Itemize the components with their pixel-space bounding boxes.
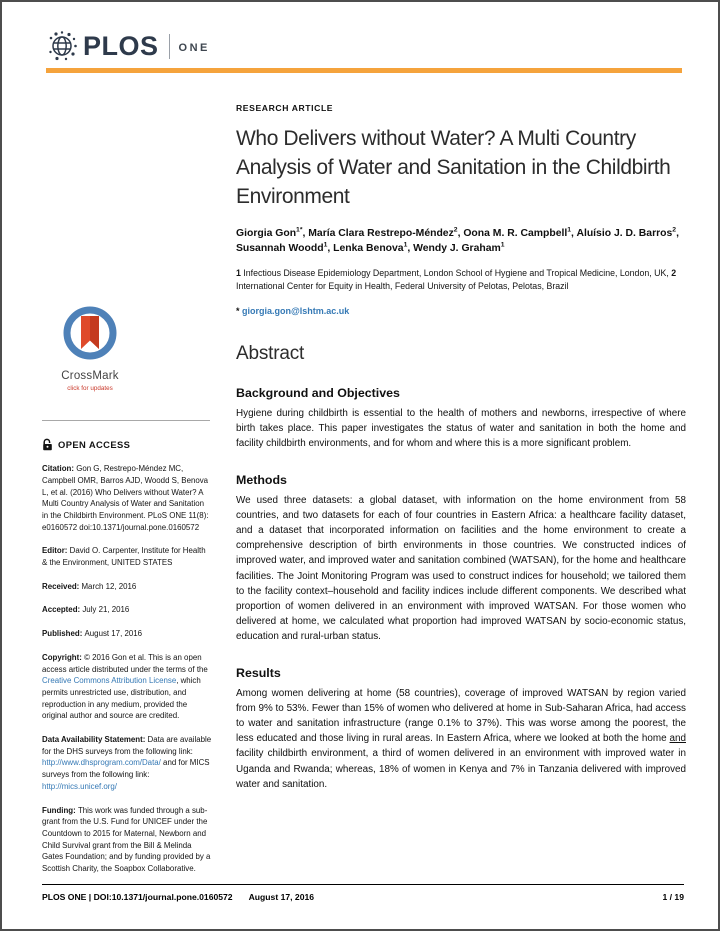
data-availability-block: Data Availability Statement: Data are available for the DHS surveys from the following link: http://www.dhsprogram.com/Data/ and for MICS surveys from the following link: http://mics.unicef.org/ <box>42 735 212 791</box>
abstract-heading: Abstract <box>236 343 305 364</box>
affiliations: 1 Infectious Disease Epidemiology Department, London School of Hygiene and Tropical Medicine, London, UK, 2 International Center for Equity in Health, Federal University of Pelotas, Pelotas, Brazil <box>236 268 677 291</box>
page-footer <box>42 884 684 902</box>
accepted-block: Accepted: July 21, 2016 <box>42 605 130 615</box>
text-link[interactable]: http://mics.unicef.org/ <box>42 781 117 791</box>
abstract-section-background <box>236 386 686 452</box>
results-text: Among women delivering at home (58 countries), coverage of improved WATSAN by region varied from 9% to 53%. Fewer than 15% of women who delivered at home in Sub-Saharan Africa, had access to water and sanitation infrastructure (range 0.1% to 37%). This was worse among the poorest, the less educated and those living in rural areas. In Eastern Africa, where we looked at both the home and facility childbirth environment, a third of women delivered in an environment with improved water in Uganda and Rwanda; whereas, 18% of women in Kenya and 7% in Tanzania delivered with improved water and sanitation. <box>236 687 686 790</box>
article-main <box>236 73 686 875</box>
abstract-section-methods <box>236 473 686 645</box>
crossmark-icon <box>61 305 119 365</box>
page-content <box>2 73 718 875</box>
text-link[interactable]: giorgia.gon@lshtm.ac.uk <box>242 306 350 316</box>
footer-row <box>42 892 684 902</box>
crossmark-sublabel: click for updates <box>67 385 113 393</box>
article-title: Who Delivers without Water? A Multi Country Analysis of Water and Sanitation in the Childbirth Environment <box>236 127 671 208</box>
open-access-label: OPEN ACCESS <box>58 438 131 450</box>
plos-globe-icon <box>46 29 78 63</box>
results-heading: Results <box>236 665 281 680</box>
background-heading: Background and Objectives <box>236 386 400 400</box>
open-access-badge <box>42 438 212 451</box>
sidebar-divider <box>42 420 210 421</box>
received-block: Received: March 12, 2016 <box>42 581 137 591</box>
abstract-section-results <box>236 666 686 792</box>
logo-plos-text: PLOS <box>83 30 159 61</box>
metadata-sidebar <box>42 73 212 875</box>
citation-block: Citation: Gon G, Restrepo-Méndez MC, Campbell OMR, Barros AJD, Woodd S, Benova L, et al. (2016) Who Delivers without Water? A Multi Country Analysis of Water and Sanitation in the Childbirth Environment. PLoS ONE 11(8): e0160572 doi:10.1371/journal.pone.0160572 <box>42 464 209 532</box>
footer-rule <box>42 884 684 885</box>
footer-date: August 17, 2016 <box>248 892 315 902</box>
footer-journal-doi: PLOS ONE | DOI:10.1371/journal.pone.0160572 <box>42 892 233 902</box>
copyright-block: Copyright: © 2016 Gon et al. This is an open access article distributed under the terms of the Creative Commons Attribution License, which permits unrestricted use, distribution, and reproduction in any medium, provided the original author and source are credited. <box>42 652 208 721</box>
article-type-label: RESEARCH ARTICLE <box>236 103 334 113</box>
crossmark-badge[interactable] <box>48 305 132 395</box>
funding-block: Funding: This work was funded through a sub-grant from the U.S. Fund for UNICEF under the Countdown to 2015 for Maternal, Newborn and Child Survival grant from the Bill & Melinda Gates Foundation; and by funding provided by a Scottish Charity, the Soapbox Collaborative. <box>42 805 211 874</box>
footer-page-indicator: 1 / 19 <box>662 892 684 902</box>
journal-header <box>2 2 718 73</box>
text-link[interactable]: Creative Commons Attribution License <box>42 676 177 686</box>
methods-text: We used three datasets: a global dataset, with information on the home environment from 58 countries, and two datasets for each of four countries in Eastern Africa: a healthcare facility dataset, and a dataset that incorporated information on facilities and the home environment to create a comprehensive description of birth environments in those countries. We constructed indices of improved water, and improved water and sanitation combined (WATSAN), for the home and healthcare facilities. The Joint Monitoring Program was used to construct indices for household; we tailored them to the facility context–household and facility indices include different components. We described what proportion of women delivered in an environment with improved WATSAN. For those women who delivered at home, we calculated what proportion had improved WATSAN by socio-economic status, education and rural-urban status. <box>236 494 686 643</box>
text-link[interactable]: http://www.dhsprogram.com/Data/ <box>42 758 161 768</box>
editor-block: Editor: David O. Carpenter, Institute for Health & the Environment, UNITED STATES <box>42 546 206 568</box>
background-text: Hygiene during childbirth is essential to the health of mothers and newborns, irrespective of where birth takes place. This paper investigates the status of water and sanitation in both the home and facility childbirth environments, and for whom and where this is a more significant problem. <box>236 408 686 450</box>
methods-heading: Methods <box>236 472 287 487</box>
authors-line: Giorgia Gon$^{1*}$, María Clara Restrepo-Méndez$^2$, Oona M. R. Campbell$^1$, Aluísio J. D. Barros$^2$, Susannah Woodd$^1$, Lenka Benova$^1$, Wendy J. Graham$^1$ <box>236 226 679 254</box>
logo-one-text: ONE <box>178 41 210 54</box>
crossmark-label: CrossMark <box>61 369 119 382</box>
open-lock-icon <box>42 438 53 451</box>
plos-one-logo[interactable] <box>46 29 682 63</box>
logo-divider <box>169 34 170 59</box>
corresponding-email: * giorgia.gon@lshtm.ac.uk <box>236 306 350 316</box>
published-block: Published: August 17, 2016 <box>42 629 143 639</box>
